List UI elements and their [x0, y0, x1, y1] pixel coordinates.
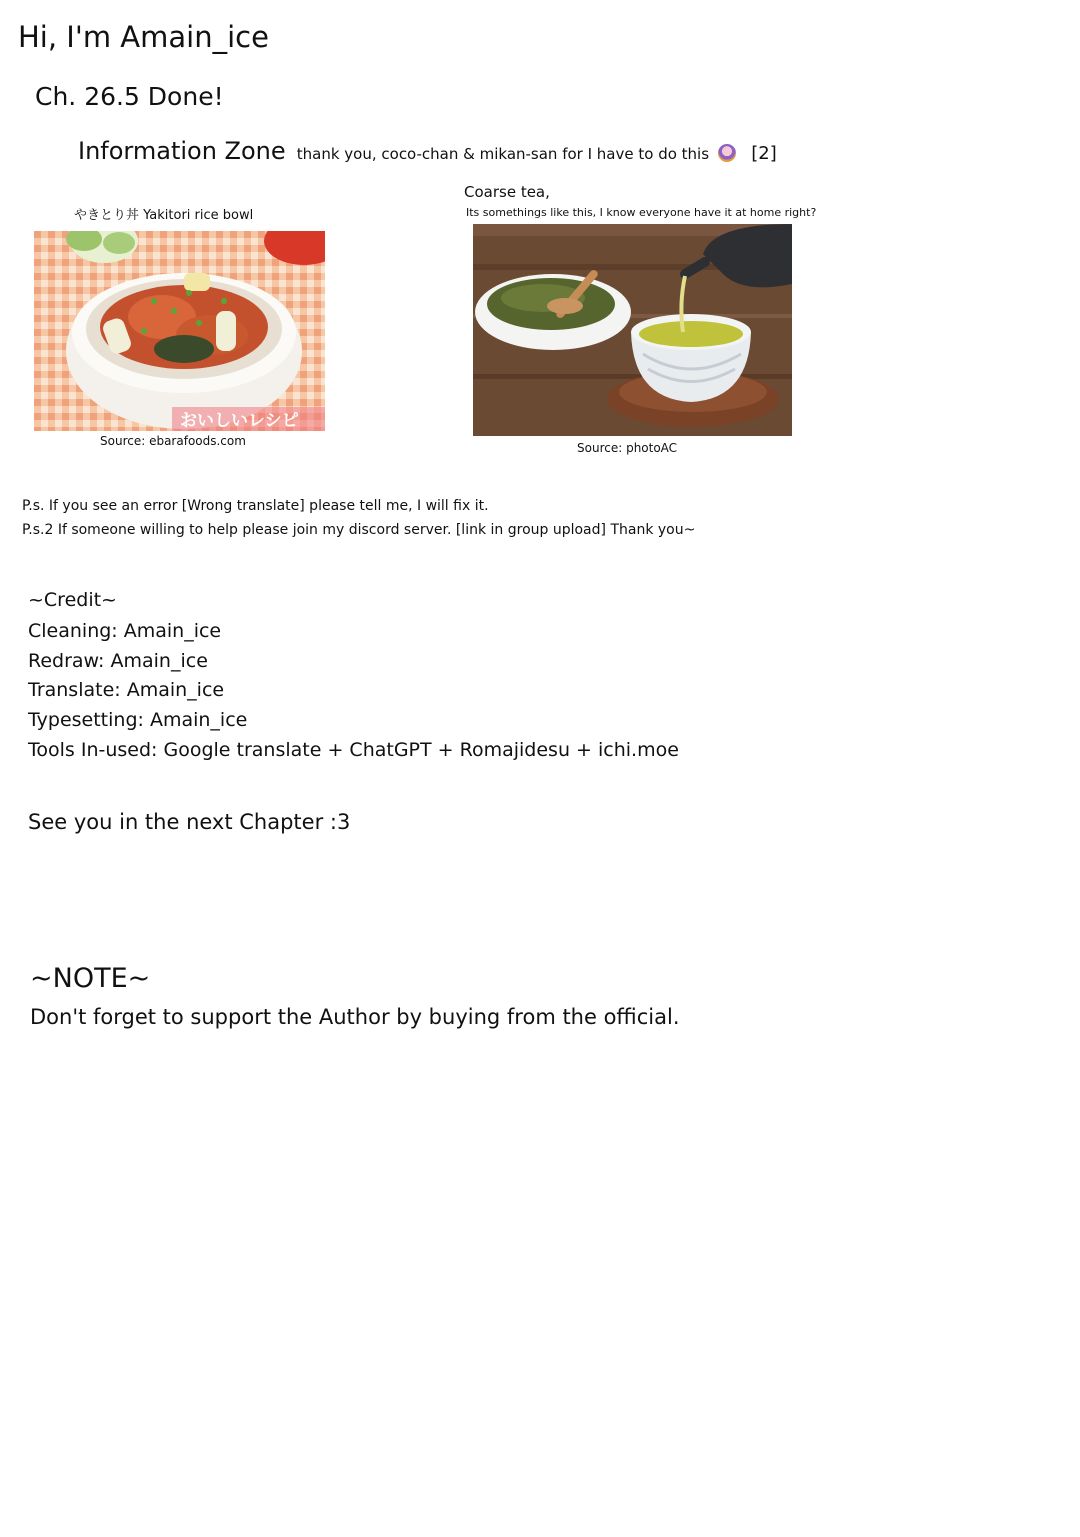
tea-photo	[473, 224, 792, 436]
page-title: Hi, I'm Amain_ice	[18, 20, 269, 54]
food-source: Source: ebarafoods.com	[100, 434, 246, 448]
crying-face-icon	[718, 144, 736, 162]
food-label: やきとり丼 Yakitori rice bowl	[74, 208, 254, 223]
ps-note-2: P.s.2 If someone willing to help please join my discord server. [link in group upload] Thank you~	[22, 522, 696, 538]
food-watermark: おいしいレシピ	[180, 411, 299, 431]
tea-label: Coarse tea,	[464, 183, 550, 201]
note-text: Don't forget to support the Author by buying from the official.	[30, 1005, 680, 1029]
chapter-status: Ch. 26.5 Done!	[35, 82, 224, 111]
credit-line: Cleaning: Amain_ice	[28, 620, 222, 642]
credit-heading: ~Credit~	[28, 589, 117, 611]
closing-message: See you in the next Chapter :3	[28, 810, 351, 834]
credit-line: Translate: Amain_ice	[28, 679, 225, 701]
credit-line: Typesetting: Amain_ice	[28, 709, 248, 731]
ps-note-1: P.s. If you see an error [Wrong translate] please tell me, I will fix it.	[22, 498, 489, 514]
yakitori-photo	[34, 231, 325, 431]
tea-source: Source: photoAC	[577, 441, 678, 455]
note-heading: ~NOTE~	[30, 963, 151, 994]
credit-line: Tools In-used: Google translate + ChatGPT + Romajidesu + ichi.moe	[28, 739, 679, 761]
tea-caption: Its somethings like this, I know everyone have it at home right?	[466, 206, 817, 219]
information-zone	[78, 137, 777, 165]
credit-line: Redraw: Amain_ice	[28, 650, 208, 672]
info-thanks: thank you, coco-chan & mikan-san for I have to do this	[296, 145, 710, 163]
info-title: Information Zone	[78, 137, 286, 165]
info-thanks-suffix: [2]	[751, 143, 777, 164]
